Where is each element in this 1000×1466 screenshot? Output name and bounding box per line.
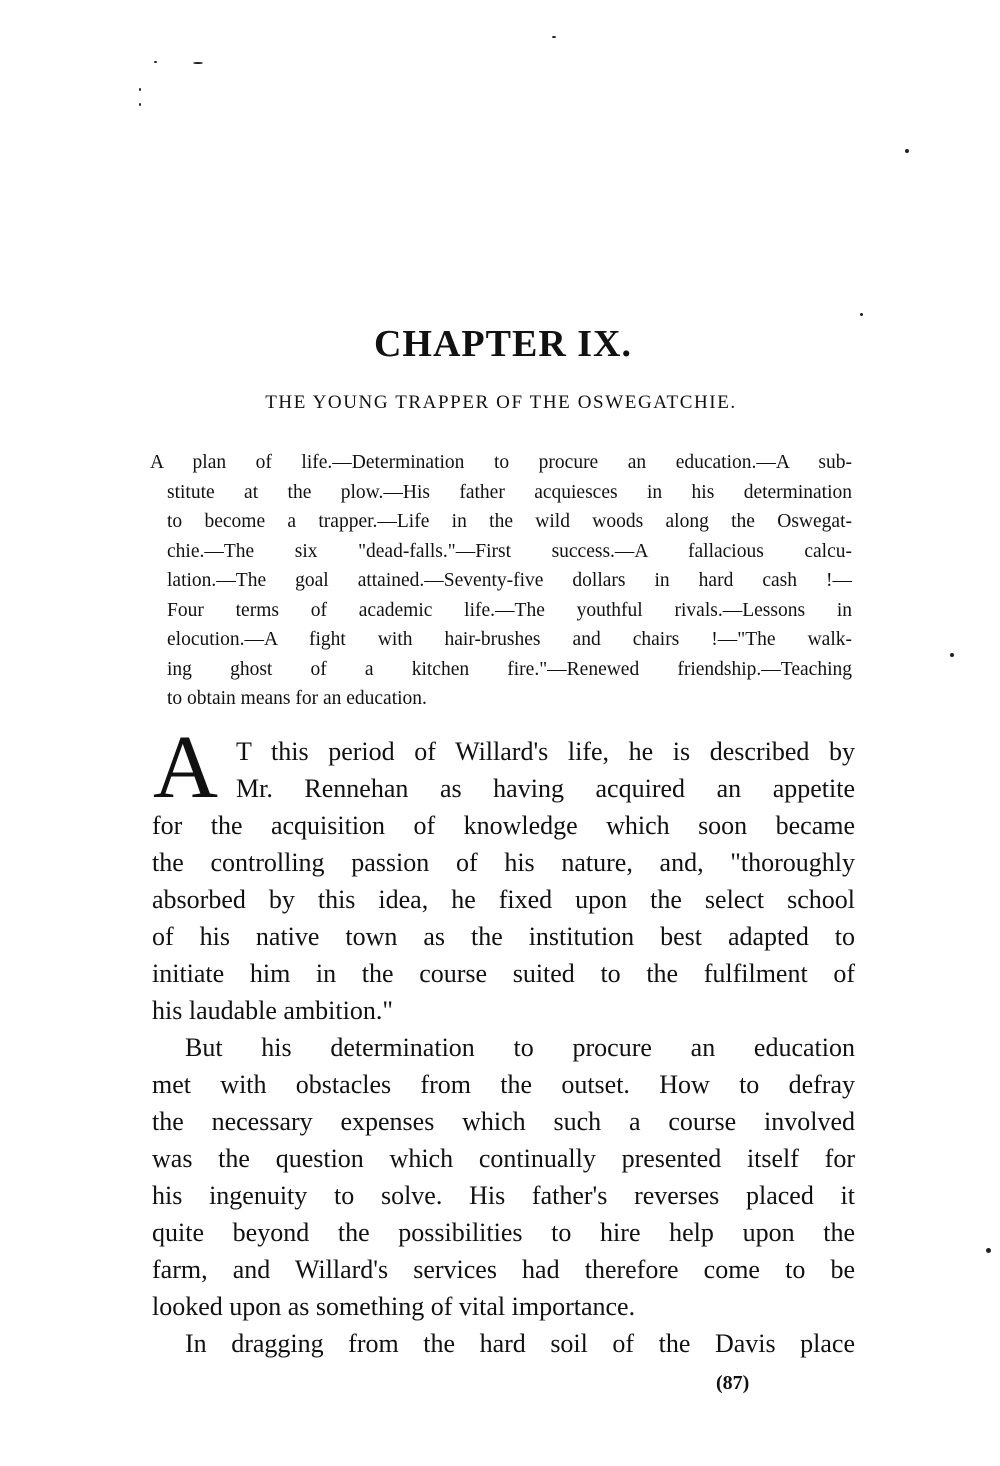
scan-speck (154, 61, 157, 63)
body-line: for the acquisition of knowledge which soon became (152, 811, 855, 840)
synopsis-line: A plan of life.—Determination to procure an education.—A sub- (150, 452, 852, 473)
body-line: the necessary expenses which such a course involved (152, 1107, 855, 1136)
body-line: met with obstacles from the outset. How to defray (152, 1070, 855, 1099)
body-line: quite beyond the possibilities to hire help upon the (152, 1218, 855, 1247)
body-line: his ingenuity to solve. His father's reverses placed it (152, 1181, 855, 1210)
scan-speck (905, 149, 909, 153)
body-line: In dragging from the hard soil of the Davis place (185, 1329, 855, 1358)
scan-speck (986, 1248, 991, 1253)
synopsis-line: ing ghost of a kitchen fire."—Renewed friendship.—Teaching (167, 658, 852, 680)
synopsis-line: to obtain means for an education. (167, 688, 427, 709)
body-line: absorbed by this idea, he fixed upon the select school (152, 885, 855, 914)
body-line: initiate him in the course suited to the fulfilment of (152, 959, 855, 988)
body-line: looked upon as something of vital importance. (152, 1292, 636, 1321)
scan-speck (139, 103, 141, 106)
body-line: of his native town as the institution best adapted to (152, 922, 855, 951)
synopsis-line: chie.—The six "dead-falls."—First success.—A fallacious calcu- (167, 540, 852, 562)
body-line: Mr. Rennehan as having acquired an appetite (236, 774, 855, 803)
synopsis-line: to become a trapper.—Life in the wild woods along the Oswegat- (167, 511, 852, 532)
synopsis-line: stitute at the plow.—His father acquiesces in his determination (167, 481, 852, 503)
synopsis-line: elocution.—A fight with hair-brushes and chairs !—"The walk- (167, 629, 852, 650)
body-line: But his determination to procure an education (185, 1033, 855, 1062)
body-line: T this period of Willard's life, he is described by (236, 737, 855, 766)
scan-speck (552, 36, 556, 38)
body-line: farm, and Willard's services had therefore come to be (152, 1255, 855, 1284)
chapter-subtitle: THE YOUNG TRAPPER OF THE OSWEGATCHIE. (265, 392, 737, 413)
chapter-synopsis (150, 448, 852, 714)
scan-speck (139, 88, 141, 91)
body-text (152, 733, 855, 1362)
chapter-title: CHAPTER IX. (373, 323, 633, 365)
scan-speck (950, 653, 954, 657)
body-line: the controlling passion of his nature, and, "thoroughly (152, 848, 855, 877)
drop-cap: A (153, 718, 218, 817)
synopsis-line: lation.—The goal attained.—Seventy-five dollars in hard cash !— (167, 570, 852, 591)
body-line: was the question which continually presented itself for (152, 1144, 855, 1173)
scan-speck (193, 62, 203, 64)
synopsis-line: Four terms of academic life.—The youthful rivals.—Lessons in (167, 599, 852, 621)
body-line: his laudable ambition." (152, 996, 393, 1025)
page-number: (87) (716, 1372, 750, 1394)
scan-speck (860, 313, 863, 316)
